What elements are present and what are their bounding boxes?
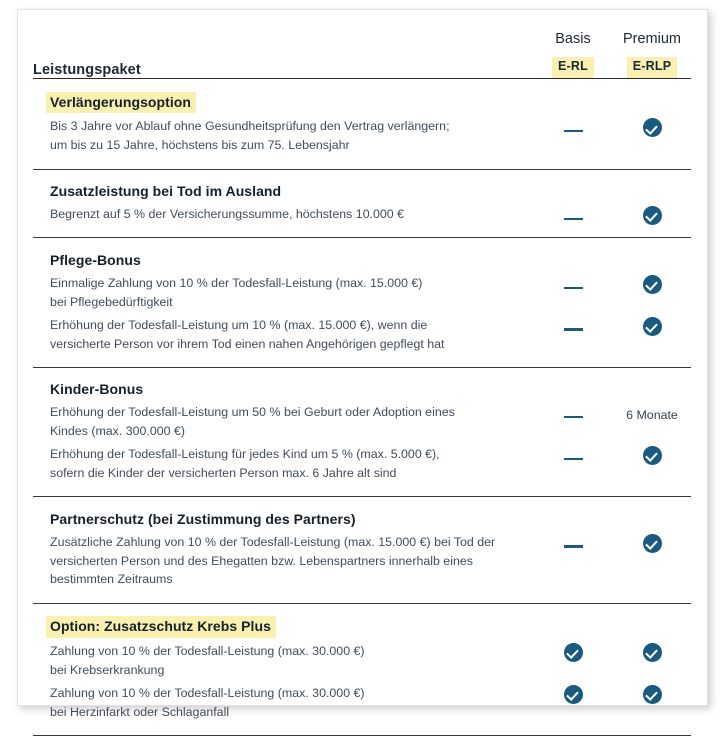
spacer-cell [33, 238, 691, 251]
feature-description: Zahlung von 10 % der Todesfall-Leistung (max. 30.000 €) bei Krebserkrankung [50, 644, 365, 677]
spacer [33, 603, 691, 616]
cell-basis [533, 401, 613, 443]
column-header-basis [533, 10, 613, 78]
feature-row [33, 401, 691, 443]
cell-premium [613, 314, 691, 356]
section-heading-row [33, 182, 691, 203]
cell-premium [613, 682, 691, 724]
feature-description: Erhöhung der Todesfall-Leistung um 10 % (max. 15.000 €), wenn die versicherte Person vor ihrem Tod einen nahen Angehörigen gepflegt hat [50, 317, 445, 351]
feature-row [33, 272, 691, 314]
dash-icon [564, 458, 583, 460]
check-circle-icon [643, 317, 662, 336]
check-circle-icon [643, 118, 662, 137]
section-heading-cell [33, 251, 691, 272]
section-title: Verlängerungsoption [46, 92, 196, 114]
section-heading-cell [33, 380, 691, 401]
section-heading-row [33, 92, 691, 116]
feature-row [33, 443, 691, 485]
section-heading-row [33, 380, 691, 401]
cell-premium [613, 443, 691, 485]
feature-row [33, 640, 691, 682]
section-title: Option: Zusatzschutz Krebs Plus [46, 616, 276, 638]
check-circle-icon [564, 643, 583, 662]
section-title: Kinder-Bonus [50, 381, 144, 398]
cell-premium [613, 640, 691, 682]
section-heading-row [33, 251, 691, 272]
column-header-premium [613, 10, 691, 78]
cell-premium [613, 272, 691, 314]
spacer [33, 157, 691, 168]
cell-basis [533, 640, 613, 682]
spacer [33, 724, 691, 735]
cell-value-text: 6 Monate [626, 408, 678, 423]
dash-icon [564, 328, 583, 330]
dash-icon [564, 130, 583, 132]
feature-row [33, 682, 691, 724]
spacer [33, 238, 691, 251]
section-title: Pflege-Bonus [50, 251, 141, 268]
dash-icon [564, 218, 583, 220]
cell-basis [533, 443, 613, 485]
feature-row [33, 531, 691, 592]
check-circle-icon [643, 206, 662, 225]
section-heading-cell [33, 182, 691, 203]
section-title: Partnerschutz (bei Zustimmung des Partners) [50, 510, 356, 527]
spacer [33, 226, 691, 237]
section-heading-row [33, 510, 691, 531]
spacer-cell [33, 497, 691, 510]
check-circle-icon [643, 275, 662, 294]
feature-description: Einmalige Zahlung von 10 % der Todesfall-Leistung (max. 15.000 €) bei Pflegebedürftigkeit [50, 275, 423, 309]
dash-icon [564, 287, 583, 289]
section-heading-cell [33, 616, 691, 640]
spacer-cell [33, 157, 691, 168]
card-inner [18, 10, 707, 736]
section-heading-row [33, 616, 691, 640]
plan-badge-wrapper [533, 57, 613, 78]
plan-name-label: Premium [622, 31, 681, 47]
cell-basis [533, 203, 613, 226]
check-circle-icon [564, 685, 583, 704]
cell-basis [533, 314, 613, 356]
feature-description: Begrenzt auf 5 % der Versicherungssumme, höchstens 10.000 € [50, 207, 405, 222]
benefits-comparison-table [33, 10, 691, 736]
spacer [33, 591, 691, 602]
spacer [33, 355, 691, 366]
cell-premium [613, 531, 691, 592]
spacer-cell [33, 169, 691, 182]
feature-description: Zahlung von 10 % der Todesfall-Leistung (max. 30.000 €) bei Herzinfarkt oder Schlaganfall [50, 685, 365, 719]
check-circle-icon [643, 534, 662, 553]
feature-description: Zusätzliche Zahlung von 10 % der Todesfall-Leistung (max. 15.000 €) bei Tod der versicherten Person und des Ehegatten bzw. Lebenspartners innerhalb eines bestimmten Zeitraums [50, 534, 496, 587]
plan-badge-wrapper [613, 57, 691, 78]
feature-description: Erhöhung der Todesfall-Leistung um 50 % bei Geburt oder Adoption eines Kindes (max. 300.000 €) [50, 405, 455, 439]
plan-code-badge: E-RL [552, 57, 594, 78]
spacer [33, 367, 691, 380]
check-circle-icon [643, 685, 662, 704]
table-header-row [33, 10, 691, 78]
plan-name-label: Basis [555, 31, 591, 47]
spacer-cell [33, 724, 691, 735]
feature-description: Erhöhung der Todesfall-Leistung für jedes Kind um 5 % (max. 5.000 €), sofern die Kinder der versicherten Person max. 6 Jahre alt sind [50, 447, 440, 480]
feature-row [33, 115, 691, 157]
cell-premium [613, 115, 691, 157]
divider-line [33, 735, 691, 736]
feature-description: Bis 3 Jahre vor Ablauf ohne Gesundheitsprüfung den Vertrag verlängern; um bis zu 15 Jahre, höchstens bis zum 75. Lebensjahr [50, 119, 450, 153]
feature-row [33, 314, 691, 356]
spacer [33, 79, 691, 92]
spacer [33, 497, 691, 510]
divider-rule [33, 735, 691, 736]
spacer-cell [33, 591, 691, 602]
plan-code-badge: E-RLP [627, 57, 678, 78]
cell-basis [533, 272, 613, 314]
cell-basis [533, 682, 613, 724]
column-header-package: Leistungspaket [33, 61, 141, 78]
spacer [33, 485, 691, 496]
spacer-cell [33, 485, 691, 496]
spacer-cell [33, 226, 691, 237]
dash-icon [564, 416, 583, 418]
cell-basis [533, 531, 613, 592]
cell-basis [533, 115, 613, 157]
spacer-cell [33, 79, 691, 92]
section-title: Zusatzleistung bei Tod im Ausland [50, 183, 282, 200]
feature-row [33, 203, 691, 226]
comparison-card [17, 9, 708, 719]
dash-icon [564, 545, 583, 547]
section-heading-cell [33, 92, 691, 116]
spacer-cell [33, 603, 691, 616]
spacer-cell [33, 355, 691, 366]
spacer-cell [33, 367, 691, 380]
cell-premium [613, 401, 691, 443]
section-heading-cell [33, 510, 691, 531]
cell-premium [613, 203, 691, 226]
check-circle-icon [643, 446, 662, 465]
spacer [33, 169, 691, 182]
check-circle-icon [643, 643, 662, 662]
